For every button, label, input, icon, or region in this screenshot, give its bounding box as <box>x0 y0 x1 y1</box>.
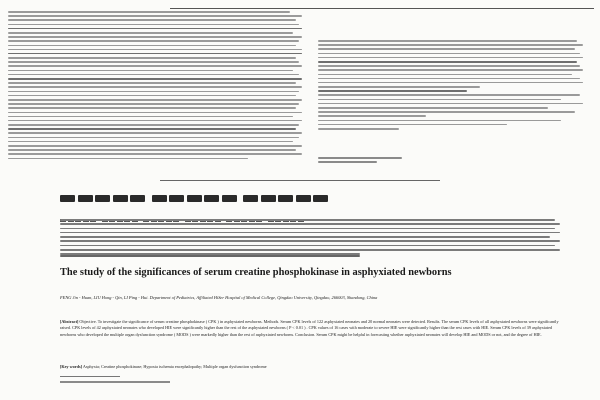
received-date-note <box>318 157 402 171</box>
abstract-text: Objective. To investigate the significance of serum creatine phosphokinase ( CPK ) in asphyxiated newborns. Methods. Serum CPK levels of 122 asphyxiated neonates and 20 normal neonates were detected. Results. The serum CPK levels of all asphyxiated newborns were significantly raised. CPK levels of 42 asphyxiated neonates who developed HIE were significantly higher than the rest of the asphyxiated newborns ( P < 0.01 ) . CPK values of 16 cases with moderate to severe HIE were significantly higher than the rest cases with HIE. Serum CPK levels of 39 asphyxiated newborns who developed the multiple organ dysfunction syndrome ( MODS ) were markedly higher than the rest of asphyxiated newborns. Conclusion. Serum CPK might be helpful in forecasting whether asphyxiated neonates will develop HIE and MODS or not, and the degree of HIE. <box>60 319 559 337</box>
left-column-text <box>8 11 308 162</box>
english-abstract <box>60 319 560 338</box>
article-separator-rule <box>160 180 440 181</box>
keywords-text: Asphyxia; Creatine phosphokinase; Hypoxia ischemia encephalopathy; Multiple organ dysfunction syndrome <box>82 364 267 369</box>
english-keywords <box>60 364 560 370</box>
keywords-label: [Key words] <box>60 364 82 369</box>
chinese-authors <box>60 209 360 213</box>
header-rule <box>170 8 594 9</box>
english-title: The study of the significances of serum creatine phosphokinase in asphyxiated newborns <box>60 267 452 278</box>
footnote-text <box>60 381 170 383</box>
english-authors: FENG Jin - Huan, LIU Hong - Qin, LI Ping - Hui. Department of Pediatrics, Affiliated HiSer Hospital of Medical College, Qingdao University, Qingdao, 266003, Shandong, China <box>60 295 378 300</box>
chinese-title <box>60 189 360 196</box>
right-column-text <box>318 40 588 132</box>
footnote-rule <box>60 376 120 377</box>
chinese-keywords <box>60 255 360 259</box>
chinese-abstract <box>60 219 560 258</box>
abstract-label: [Abstract] <box>60 319 79 324</box>
